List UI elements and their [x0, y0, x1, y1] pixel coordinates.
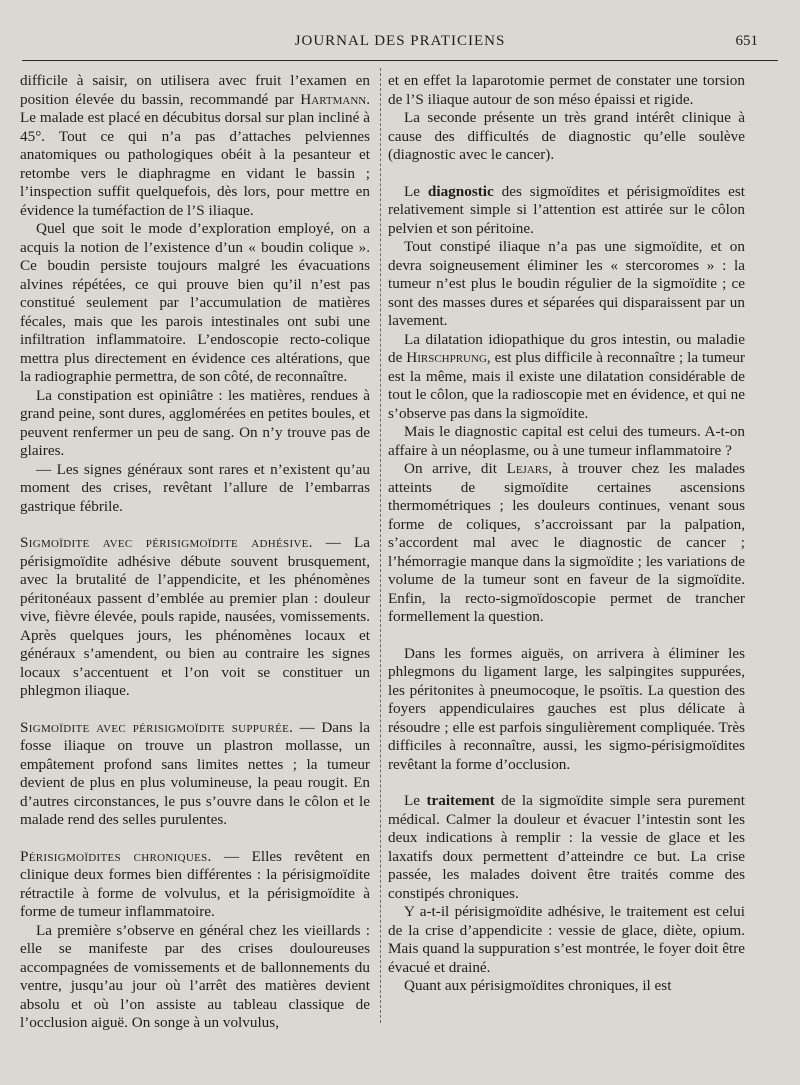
paragraph: Y a-t-il périsigmoïdite adhésive, le traitement est celui de la crise d’appendicite : vessie de glace, diète, opium. Mais quand la suppuration s’est montrée, le foyer doit être évacué et drainé. [388, 903, 745, 976]
spacer [388, 774, 745, 792]
paragraph: Quant aux périsigmoïdites chroniques, il est [404, 977, 672, 994]
text-span: , est plus difficile à reconnaître ; la tumeur est la même, mais il existe une dilatation considérable de tout le côlon, que la radioscopie met en évidence, et qui ne s’observe pas dans la sigmoïdite. [388, 349, 745, 422]
text-span: de la sigmoïdite simple sera purement médical. Calmer la douleur et évacuer l’intestin sont les deux indications à remplir : la vessie de glace et les laxatifs doux permettent d’atteindre ce but. La crise passée, les malades doivent être traités comme des constipés chroniques. [388, 792, 745, 902]
page-number: 651 [735, 33, 758, 49]
text-span: difficile à saisir, on utilisera avec fruit l’examen en position élevée du bassin, recommandé par [20, 72, 370, 108]
paragraph [20, 72, 370, 220]
section-heading: Sigmoïdite avec périsigmoïdite suppurée. [20, 718, 294, 736]
text-span: des sigmoïdites et périsigmoïdites est relativement simple si l’attention est attirée sur le côlon pelvien et son péritoine. [388, 182, 745, 237]
text-span: Le [404, 792, 427, 809]
running-head [0, 30, 800, 52]
section-paragraph [20, 848, 370, 922]
section-paragraph [20, 534, 370, 701]
paragraph: — Les signes généraux sont rares et n’existent qu’au moment des crises, revêtant l’allure de l’embarras gastrique fébrile. [20, 460, 370, 515]
paragraph: et en effet la laparotomie permet de constater une torsion de l’S iliaque autour de son méso épaissi et rigide. [388, 72, 745, 108]
text-span: — La périsigmoïdite adhésive débute souvent brusquement, avec la brutalité de l’appendicite, et les phénomènes péritonéaux passent d’emblée au premier plan : douleur vive, fièvre élevée, pouls rapide, nausées, vomissements. Après quelques jours, les phénomènes locaux et généraux s’amendent, ou bien au contraire les signes locaux s’accentuent et l’on voit se constituer un phlegmon iliaque. [20, 534, 370, 699]
spacer [20, 516, 370, 534]
text-span: — Elles revêtent en clinique deux formes bien différentes : la périsigmoïdite rétractile à forme de volvulus, et la périsigmoïdite à forme de tumeur inflammatoire. [20, 847, 370, 920]
author-name: Lejars [506, 460, 549, 477]
paragraph: Mais le diagnostic capital est celui des tumeurs. A-t-on affaire à un néoplasme, ou à une tumeur inflammatoire ? [388, 423, 745, 459]
section-heading: Périsigmoïdites chroniques. [20, 847, 212, 865]
column-divider [380, 68, 381, 1023]
section-paragraph [20, 719, 370, 830]
paragraph: La première s’observe en général chez les vieillards : elle se manifeste par des crises douloureuses accompagnées de vomissements et de ballonnements du ventre, jusqu’au jour où l’arrêt des matières devient absolu et où l’on assiste au tableau classique de l’occlusion aiguë. On songe à un volvulus, [20, 921, 370, 1031]
text-span: . Le malade est placé en décubitus dorsal sur plan incliné à 45°. Tout ce qui n’a pas d’attaches pelviennes anatomiques ou pathologiques obéit à la pesanteur et retombe vers le diaphragme en vidant le bassin ; l’inspection suffit quelquefois, dès lors, pour mettre en évidence la tuméfaction de l’S iliaque. [20, 90, 370, 219]
right-column [388, 72, 745, 996]
paragraph: Tout constipé iliaque n’a pas une sigmoïdite, et on devra soigneusement éliminer les « stercoromes » : la tumeur n’est plus le boudin régulier de la sigmoïdite ; ce sont des masses dures et séparées qui disparaissent par un lavement. [388, 238, 745, 329]
paragraph: Quel que soit le mode d’exploration employé, on a acquis la notion de l’existence d’un « boudin colique ». Ce boudin persiste toujours malgré les évacuations alvines répétées, ce qui prouve bien qu’il n’est pas constitué seulement par l’accumulation de matières fécales, mais que les parois intestinales ont subi une infiltration inflammatoire. L’endoscopie recto-colique mettra plus directement en évidence ces altérations, que la radiographie permettra, de son côté, de reconnaître. [20, 220, 370, 385]
spacer [388, 627, 745, 645]
journal-title: JOURNAL DES PRATICIENS [294, 33, 506, 49]
text-span: Le [404, 182, 428, 200]
paragraph: La constipation est opiniâtre : les matières, rendues à grand peine, sont dures, agglomérées en petites boules, et peuvent renfermer un peu de sang. On n’y trouve pas de glaires. [20, 386, 370, 459]
bold-term: traitement [426, 792, 495, 809]
paragraph [388, 460, 745, 627]
paragraph: La seconde présente un très grand intérêt clinique à cause des difficultés de diagnostic qu’elle soulève (diagnostic avec le cancer). [388, 109, 745, 163]
spacer [20, 830, 370, 848]
section-heading: Sigmoïdite avec périsigmoïdite adhésive. [20, 534, 313, 551]
left-column [20, 72, 370, 1033]
author-name: Hirschprung [406, 349, 487, 366]
text-span: , à trouver chez les malades atteints de sigmoïdite certaines ascensions thermométriques ; les douleurs continues, venant sous forme de coliques, s’accroissant par la palpation, s’accordent mal avec le diagnostic de cancer ; l’hémorragie manque dans la sigmoïdite ; les variations de volume de la tumeur sont en faveur de la sigmoïdite. Enfin, la recto-sigmoïdoscopie permet de trancher formellement la question. [388, 460, 746, 625]
bold-term: diagnostic [427, 182, 494, 200]
header-rule [22, 60, 778, 61]
paragraph [388, 792, 745, 903]
text-span: La dilatation idiopathique du gros intestin, ou maladie de [388, 330, 745, 366]
spacer [388, 165, 745, 183]
author-name: Hartmann [300, 90, 367, 108]
text-span: On arrive, dit [404, 460, 507, 477]
paragraph [388, 331, 745, 424]
text-span: — Dans la fosse iliaque on trouve un plastron mollasse, un empâtement profond sans limites nettes ; la tumeur devient de plus en plus volumineuse, la peau rougit. En d’autres circonstances, le pus s’ouvre dans le côlon et le malade rend des selles purulentes. [20, 718, 370, 828]
paragraph: Dans les formes aiguës, on arrivera à éliminer les phlegmons du ligament large, les salpingites suppurées, les péritonites à pneumocoque, le psoïtis. La question des foyers appendiculaires gauches est plus délicate à résoudre ; elle est parfois singulièrement compliquée. Très difficiles à reconnaître, aussi, les sigmo-périsigmoïdites revêtant la forme d’occlusion. [388, 644, 745, 773]
spacer [20, 701, 370, 719]
paragraph [388, 183, 745, 239]
